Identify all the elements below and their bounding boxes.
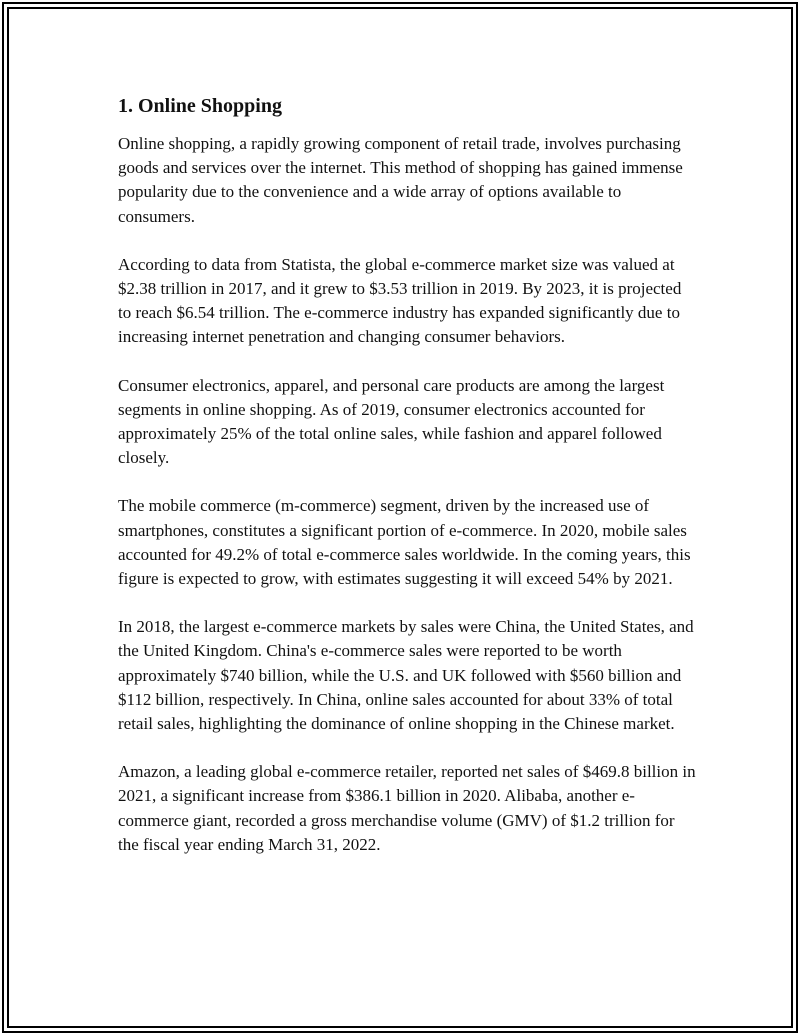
- paragraph-major-retailers: Amazon, a leading global e-commerce retailer, reported net sales of $469.8 billion in 2021, a significant increase from $386.1 billion in 2020. Alibaba, another e-commerce giant, recorded a gross merchandise volume (GMV) of $1.2 trillion for the fiscal year ending March 31, 2022.: [118, 762, 696, 854]
- paragraph-intro: Online shopping, a rapidly growing component of retail trade, involves purchasing goods and services over the internet. This method of shopping has gained immense popularity due to the convenience and a wide array of options available to consumers.: [118, 134, 683, 226]
- paragraph-segments: Consumer electronics, apparel, and personal care products are among the largest segments in online shopping. As of 2019, consumer electronics accounted for approximately 25% of the total online sales, while fashion and apparel followed closely.: [118, 375, 665, 468]
- paragraph-largest-markets: In 2018, the largest e-commerce markets by sales were China, the United States, and the United Kingdom. China's e-commerce sales were reported to be worth approximately $740 billion, while the U.S. and UK followed with $560 billion and $112 billion, respectively. In China, online sales accounted for about 33% of total retail sales, highlighting the dominance of online shopping in the Chinese market.: [118, 617, 694, 734]
- paragraph-mobile-commerce: The mobile commerce (m-commerce) segment, driven by the increased use of smartphones, constitutes a significant portion of e-commerce. In 2020, mobile sales accounted for 49.2% of total e-commerce sales worldwide. In the coming years, this figure is expected to grow, with estimates suggesting it will exceed 54% by 2021.: [118, 496, 691, 589]
- paragraph-market-size: According to data from Statista, the global e-commerce market size was valued at $2.38 trillion in 2017, and it grew to $3.53 trillion in 2019. By 2023, it is projected to reach $6.54 trillion. The e-commerce industry has expanded significantly due to increasing internet penetration and changing consumer behaviors.: [118, 254, 682, 347]
- document-body: [118, 92, 698, 881]
- section-title: 1. Online Shopping: [118, 95, 282, 117]
